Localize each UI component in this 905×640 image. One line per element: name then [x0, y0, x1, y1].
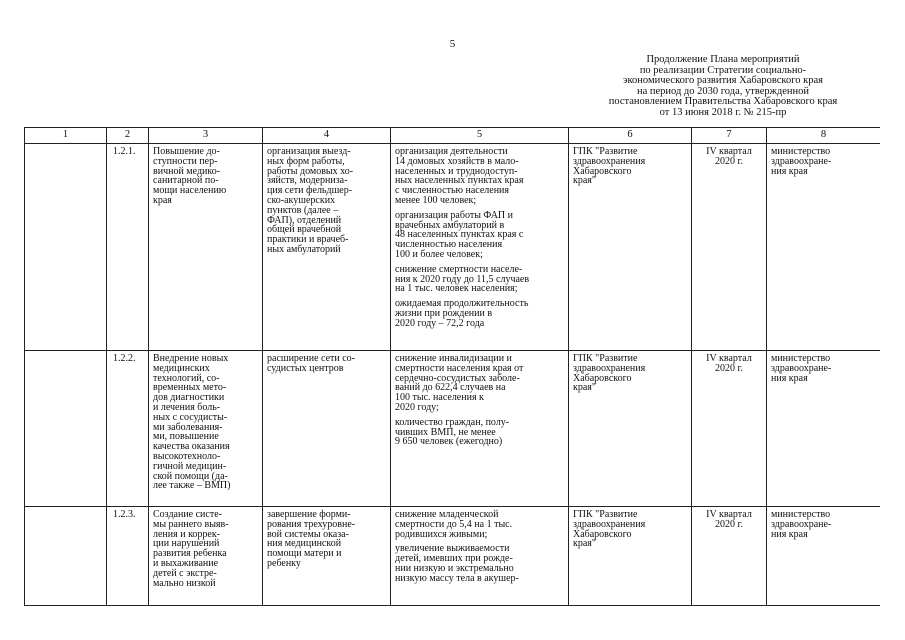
task-text: Повышение до- ступности пер- вичной медико- санитарной по- мощи населению края	[153, 146, 227, 206]
task-text: Внедрение новых медицинских технологий, со- временных мето- дов диагностики и лечения боль- ных с сосудисты- ми заболевания- ми, повышение качества оказания высокотехноло- гичной медицин- ской помощи (да- лее также – ВМП)	[153, 353, 231, 492]
column-header: 4	[263, 128, 391, 144]
page-number: 5	[449, 38, 456, 50]
results-cell	[391, 144, 569, 351]
deadline-cell	[692, 144, 767, 351]
header-line: Продолжение Плана мероприятий	[646, 54, 800, 65]
responsible-text: министерство здравоохране- ния края	[771, 353, 832, 384]
task-cell	[149, 507, 263, 606]
task-cell	[149, 351, 263, 507]
results-cell	[391, 351, 569, 507]
measure-cell	[263, 507, 391, 606]
column-header: 1	[25, 128, 107, 144]
result-paragraph: организация деятельности 14 домовых хозяйств в мало- населенных и труднодоступ- ных населенных пунктах края с численностью населения менее 100 человек;	[395, 146, 524, 206]
result-paragraph: снижение смертности населе- ния к 2020 году до 11,5 случаев на 1 тыс. человек населения;	[395, 263, 530, 295]
column-header: 2	[107, 128, 149, 144]
responsible-cell	[767, 144, 881, 351]
column-header: 5	[391, 128, 569, 144]
task-text: Создание систе- мы раннего выяв- ления и коррек- ции нарушений развития ребенка и выхаживание детей с экстре- мально низкой	[153, 509, 229, 589]
result-paragraph: организация работы ФАП и врачебных амбулаторий в 48 населенных пунктах края с численностью населения 100 и более человек;	[395, 209, 524, 260]
executor-cell	[569, 144, 692, 351]
task-cell	[149, 144, 263, 351]
measure-text: организация выезд- ных форм работы, работы домовых хо- зяйств, модерниза- ция сети фельдшер- ско-акушерских пунктов (далее – ФАП), отделений общей врачебной практики и врачеб- ных амбулаторий	[267, 146, 354, 255]
column-header: 8	[767, 128, 881, 144]
empty-cell	[25, 507, 107, 606]
table-row	[25, 144, 881, 351]
responsible-text: министерство здравоохране- ния края	[771, 509, 832, 540]
executor-text: ГПК "Развитие здравоохранения Хабаровского края"	[573, 146, 646, 187]
deadline-text: IV квартал 2020 г.	[706, 146, 752, 167]
responsible-cell	[767, 507, 881, 606]
header-line: на период до 2030 года, утвержденной	[636, 85, 810, 97]
result-paragraph: снижение младенческой смертности до 5,4 на 1 тыс. родившихся живыми;	[395, 509, 513, 540]
column-header: 3	[149, 128, 263, 144]
deadline-text: IV квартал 2020 г.	[706, 509, 752, 530]
plan-table-wrapper	[24, 127, 880, 607]
table-row	[25, 351, 881, 507]
result-paragraph: количество граждан, полу- чивших ВМП, не менее 9 650 человек (ежегодно)	[395, 416, 510, 448]
header-line: по реализации Стратегии социально-	[639, 64, 807, 76]
table-header-row	[25, 128, 881, 144]
result-paragraph: снижение инвалидизации и смертности населения края от сердечно-сосудистых заболе- ваний до 622,4 случаев на 100 тыс. населения к 2020 году;	[395, 353, 524, 413]
table-row	[25, 507, 881, 606]
measure-cell	[263, 144, 391, 351]
result-paragraph: ожидаемая продолжительность жизни при рождении в 2020 году – 72,2 года	[395, 298, 529, 329]
item-number: 1.2.2.	[107, 351, 149, 507]
plan-table	[24, 127, 880, 606]
empty-cell	[25, 144, 107, 351]
deadline-text: IV квартал 2020 г.	[706, 353, 752, 374]
measure-cell	[263, 351, 391, 507]
empty-cell	[25, 351, 107, 507]
column-header: 7	[692, 128, 767, 144]
executor-text: ГПК "Развитие здравоохранения Хабаровского края"	[573, 353, 646, 394]
header-line: постановлением Правительства Хабаровского края	[608, 96, 838, 107]
deadline-cell	[692, 507, 767, 606]
responsible-text: министерство здравоохране- ния края	[771, 146, 832, 177]
deadline-cell	[692, 351, 767, 507]
result-paragraph: увеличение выживаемости детей, имевших при рожде- нии низкую и экстремально низкую массу тела в акушер-	[395, 543, 519, 584]
item-number: 1.2.3.	[107, 507, 149, 606]
measure-text: расширение сети со- судистых центров	[267, 353, 355, 374]
executor-cell	[569, 351, 692, 507]
item-number: 1.2.1.	[107, 144, 149, 351]
executor-cell	[569, 507, 692, 606]
responsible-cell	[767, 351, 881, 507]
header-line: от 13 июня 2018 г. № 215-пр	[659, 106, 787, 118]
results-cell	[391, 507, 569, 606]
measure-text: завершение форми- рования трехуровне- вой системы оказа- ния медицинской помощи матери и ребенку	[267, 509, 356, 569]
column-header: 6	[569, 128, 692, 144]
executor-text: ГПК "Развитие здравоохранения Хабаровского края"	[573, 509, 646, 550]
document-header	[573, 55, 873, 118]
header-line: экономического развития Хабаровского края	[622, 75, 824, 86]
